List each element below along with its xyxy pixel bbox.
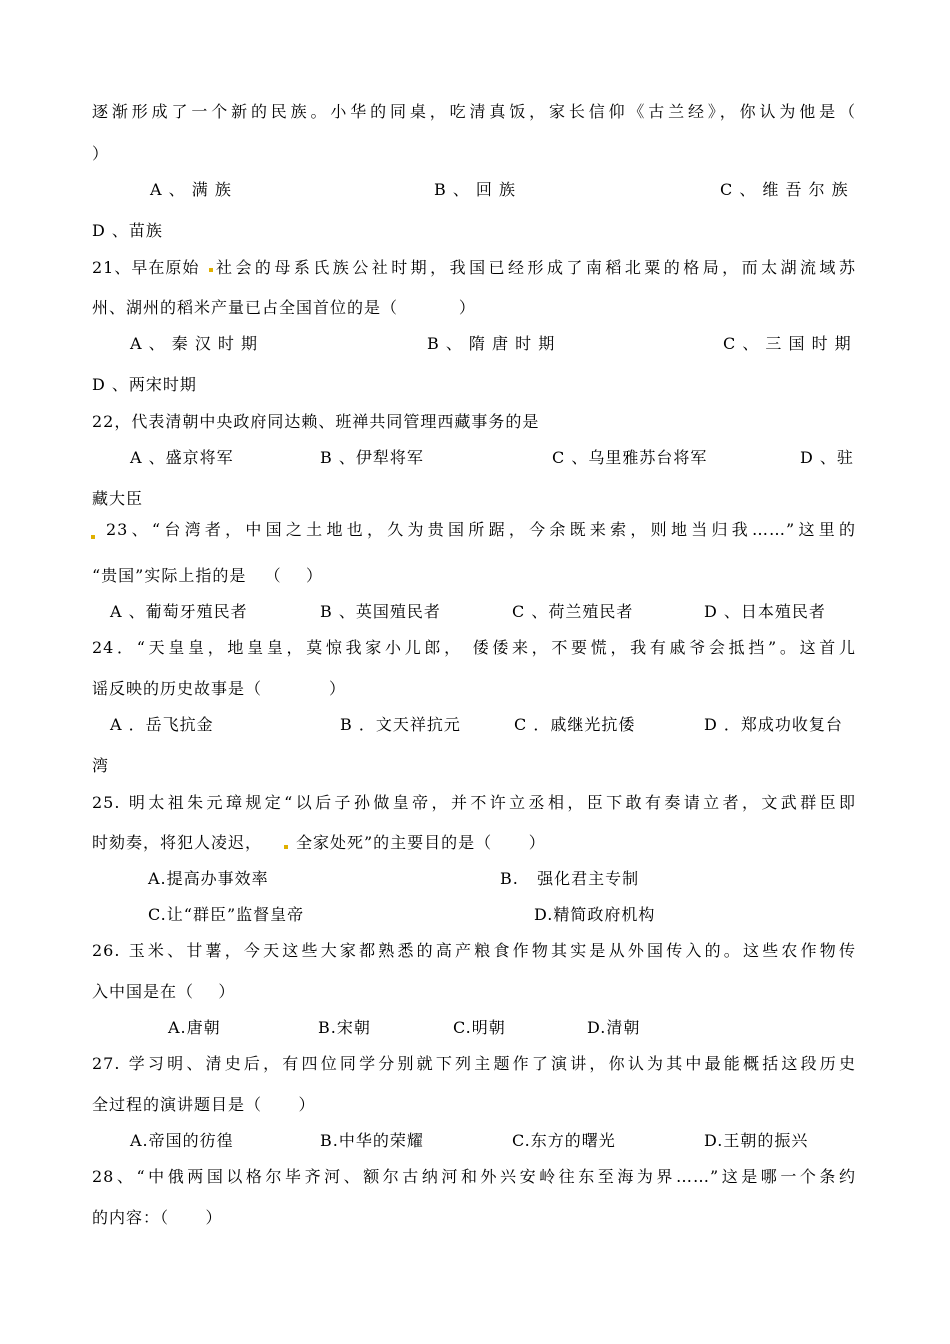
q24-option-c: C ．戚继光抗倭	[514, 715, 636, 734]
q25-option-a: A.提高办事效率	[148, 869, 269, 888]
q21-option-c: C 、 三 国 时 期	[723, 334, 852, 353]
q25-stem: 25. 明太祖朱元璋规定“以后子孙做皇帝，并不许立丞相，臣下敢有奏请立者，文武群臣即	[92, 793, 856, 812]
q21-stem-rest: 社会的母系氏族公社时期，我国已经形成了南稻北粟的格局，而太湖流域苏	[216, 258, 856, 277]
q28-stem: 28、“中俄两国以格尔毕齐河、额尔古纳河和外兴安岭往东至海为界……”这是哪一个条约	[92, 1167, 856, 1186]
q24-option-d: D ．郑成功收复台	[704, 715, 843, 734]
q28-stem-line2: 的内容：（ ）	[92, 1208, 223, 1227]
q27-option-c: C.东方的曙光	[512, 1131, 616, 1150]
q26-stem-line2: 入中国是在（ ）	[92, 982, 236, 1001]
q22-option-d: D 、驻	[800, 448, 854, 467]
q22-option-d-cont: 藏大臣	[92, 489, 144, 508]
stray-mark	[91, 535, 95, 539]
q23-stem: 23、“台湾者，中国之土地也，久为贵国所踞，今余既来索，则地当归我……”这里的	[106, 520, 856, 539]
q22-option-a: A 、盛京将军	[130, 448, 234, 467]
q24-stem-line2: 谣反映的历史故事是（ ）	[92, 679, 346, 698]
q21-option-a: A 、 秦 汉 时 期	[130, 334, 258, 353]
q21-option-b: B 、 隋 唐 时 期	[427, 334, 556, 353]
q23-option-a: A 、葡萄牙殖民者	[110, 602, 248, 621]
q26-option-b: B.宋朝	[318, 1018, 371, 1037]
q20-option-d: D 、苗族	[92, 221, 163, 240]
q22-option-b: B 、伊犁将军	[320, 448, 424, 467]
q20-stem-line: 逐渐形成了一个新的民族。小华的同桌，吃清真饭，家长信仰《古兰经》，你认为他是（	[92, 102, 856, 121]
q26-option-d: D.清朝	[587, 1018, 641, 1037]
q23-stem-line2: “贵国”实际上指的是 （ ）	[92, 566, 323, 585]
q25-option-d: D.精简政府机构	[534, 905, 656, 924]
q25-stem-line2a: 时劾奏，将犯人凌迟，	[92, 833, 263, 852]
q27-option-b: B.中华的荣耀	[320, 1131, 424, 1150]
q24-option-a: A ．岳飞抗金	[110, 715, 214, 734]
q21-stem-line2: 州、湖州的稻米产量已占全国首位的是（ ）	[92, 298, 476, 317]
q20-option-b: B 、 回 族	[434, 180, 517, 199]
q27-stem-line2: 全过程的演讲题目是（ ）	[92, 1095, 316, 1114]
q23-option-c: C 、荷兰殖民者	[512, 602, 634, 621]
q21-stem-start: 21、早在原始	[92, 258, 200, 277]
q26-option-a: A.唐朝	[168, 1018, 221, 1037]
q20-option-a: A 、 满 族	[150, 180, 232, 199]
q23-option-d: D 、日本殖民者	[704, 602, 826, 621]
q27-option-a: A.帝国的彷徨	[130, 1131, 234, 1150]
q27-stem: 27. 学习明、清史后，有四位同学分别就下列主题作了演讲，你认为其中最能概括这段历史	[92, 1054, 856, 1073]
q22-stem: 22，代表清朝中央政府同达赖、班禅共同管理西藏事务的是	[92, 412, 540, 431]
q27-option-d: D.王朝的振兴	[704, 1131, 809, 1150]
stray-mark	[209, 268, 213, 272]
q24-option-b: B ．文天祥抗元	[340, 715, 461, 734]
q21-option-d: D 、两宋时期	[92, 375, 197, 394]
q20-stem-paren: ）	[92, 144, 110, 163]
q26-stem: 26. 玉米、甘薯，今天这些大家都熟悉的高产粮食作物其实是从外国传入的。这些农作物传	[92, 941, 856, 960]
q24-option-d-cont: 湾	[92, 756, 110, 775]
q26-option-c: C.明朝	[453, 1018, 506, 1037]
q25-option-b: B. 强化君主专制	[500, 869, 640, 888]
q25-option-c: C.让“群臣”监督皇帝	[148, 905, 305, 924]
q25-stem-line2b: 全家处死”的主要目的是（ ）	[296, 833, 546, 852]
q23-option-b: B 、英国殖民者	[320, 602, 441, 621]
stray-mark	[284, 845, 288, 849]
q24-stem: 24．“天皇皇，地皇皇，莫惊我家小儿郎， 倭倭来，不要慌，我有戚爷会抵挡”。这首儿	[92, 638, 856, 657]
q22-option-c: C 、乌里雅苏台将军	[552, 448, 708, 467]
q20-option-c: C 、 维 吾 尔 族	[720, 180, 849, 199]
